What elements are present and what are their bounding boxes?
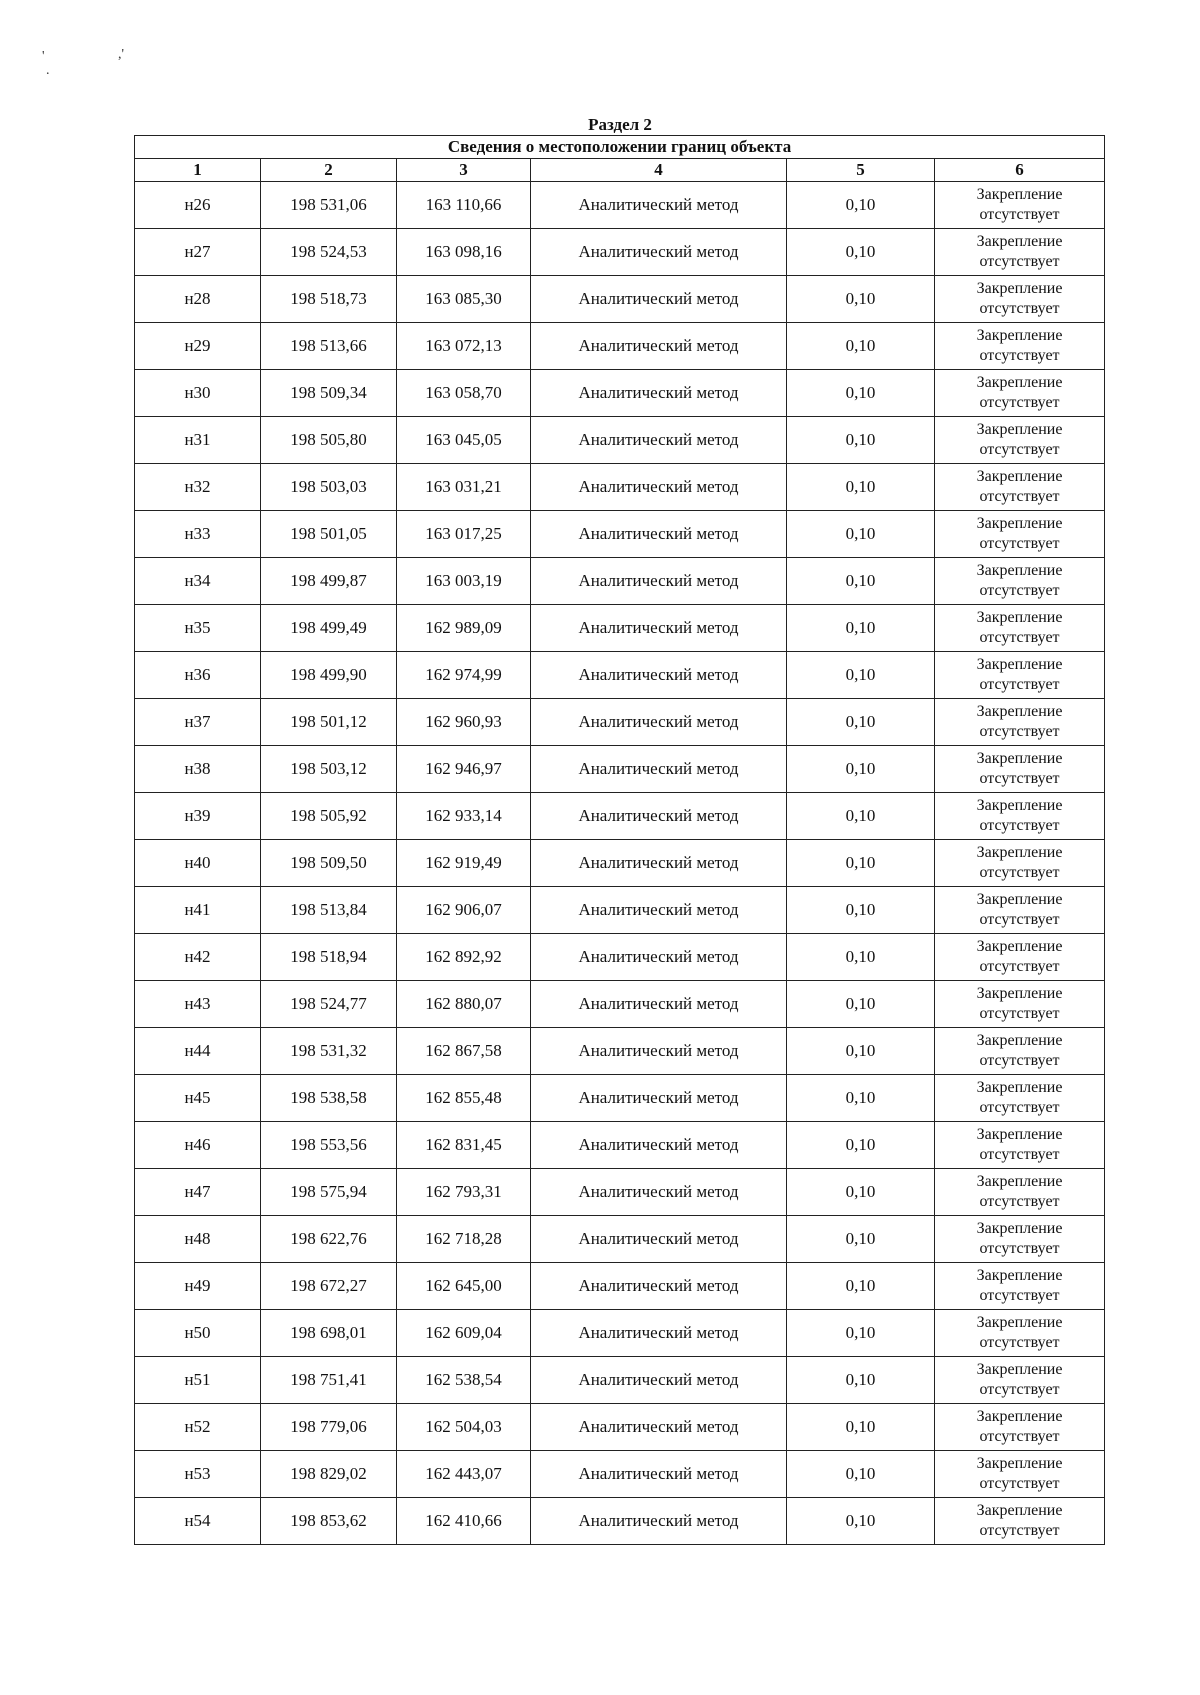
accuracy-cell: 0,10 <box>787 934 935 981</box>
fixing-cell <box>935 1028 1105 1075</box>
point-cell: н45 <box>135 1075 261 1122</box>
table-row <box>135 276 1105 323</box>
fixing-text: отсутствует <box>979 958 1060 975</box>
fixing-text: Закрепление <box>976 985 1063 1002</box>
point-cell: н52 <box>135 1404 261 1451</box>
fixing-cell <box>935 1310 1105 1357</box>
method-cell: Аналитический метод <box>531 417 787 464</box>
fixing-text: отсутствует <box>979 206 1060 223</box>
y-coordinate-cell: 163 017,25 <box>397 511 531 558</box>
fixing-text: Закрепление <box>976 703 1063 720</box>
x-coordinate-cell: 198 531,06 <box>261 182 397 229</box>
method-cell: Аналитический метод <box>531 887 787 934</box>
fixing-cell <box>935 605 1105 652</box>
x-coordinate-cell: 198 503,03 <box>261 464 397 511</box>
fixing-text: отсутствует <box>979 1287 1060 1304</box>
fixing-text: Закрепление <box>976 1361 1063 1378</box>
x-coordinate-cell: 198 751,41 <box>261 1357 397 1404</box>
accuracy-cell: 0,10 <box>787 1075 935 1122</box>
point-cell: н38 <box>135 746 261 793</box>
method-cell: Аналитический метод <box>531 323 787 370</box>
accuracy-cell: 0,10 <box>787 229 935 276</box>
fixing-text: отсутствует <box>979 1146 1060 1163</box>
fixing-text: Закрепление <box>976 844 1063 861</box>
section-title: Раздел 2 <box>588 115 652 134</box>
fixing-cell <box>935 1075 1105 1122</box>
method-cell: Аналитический метод <box>531 1075 787 1122</box>
y-coordinate-cell: 162 960,93 <box>397 699 531 746</box>
y-coordinate-cell: 162 989,09 <box>397 605 531 652</box>
fixing-cell <box>935 511 1105 558</box>
x-coordinate-cell: 198 622,76 <box>261 1216 397 1263</box>
method-cell: Аналитический метод <box>531 276 787 323</box>
table-row <box>135 417 1105 464</box>
point-cell: н43 <box>135 981 261 1028</box>
x-coordinate-cell: 198 499,49 <box>261 605 397 652</box>
table-row <box>135 1028 1105 1075</box>
table-row <box>135 1357 1105 1404</box>
accuracy-cell: 0,10 <box>787 652 935 699</box>
fixing-text: отсутствует <box>979 347 1060 364</box>
accuracy-cell: 0,10 <box>787 1357 935 1404</box>
fixing-text: Закрепление <box>976 280 1063 297</box>
table-row <box>135 981 1105 1028</box>
fixing-text: Закрепление <box>976 186 1063 203</box>
y-coordinate-cell: 162 645,00 <box>397 1263 531 1310</box>
method-cell: Аналитический метод <box>531 182 787 229</box>
table-row <box>135 699 1105 746</box>
x-coordinate-cell: 198 698,01 <box>261 1310 397 1357</box>
x-coordinate-cell: 198 501,12 <box>261 699 397 746</box>
x-coordinate-cell: 198 513,66 <box>261 323 397 370</box>
table-row <box>135 1404 1105 1451</box>
fixing-cell <box>935 746 1105 793</box>
point-cell: н30 <box>135 370 261 417</box>
point-cell: н47 <box>135 1169 261 1216</box>
method-cell: Аналитический метод <box>531 1263 787 1310</box>
method-cell: Аналитический метод <box>531 1498 787 1545</box>
method-cell: Аналитический метод <box>531 934 787 981</box>
accuracy-cell: 0,10 <box>787 182 935 229</box>
x-coordinate-cell: 198 509,50 <box>261 840 397 887</box>
column-number: 4 <box>531 159 787 182</box>
fixing-text: Закрепление <box>976 233 1063 250</box>
y-coordinate-cell: 162 504,03 <box>397 1404 531 1451</box>
method-cell: Аналитический метод <box>531 1404 787 1451</box>
fixing-text: Закрепление <box>976 515 1063 532</box>
x-coordinate-cell: 198 829,02 <box>261 1451 397 1498</box>
fixing-text: отсутствует <box>979 1334 1060 1351</box>
method-cell: Аналитический метод <box>531 1357 787 1404</box>
method-cell: Аналитический метод <box>531 1310 787 1357</box>
y-coordinate-cell: 162 919,49 <box>397 840 531 887</box>
point-cell: н46 <box>135 1122 261 1169</box>
point-cell: н36 <box>135 652 261 699</box>
fixing-text: Закрепление <box>976 938 1063 955</box>
fixing-text: отсутствует <box>979 300 1060 317</box>
x-coordinate-cell: 198 853,62 <box>261 1498 397 1545</box>
point-cell: н35 <box>135 605 261 652</box>
fixing-text: Закрепление <box>976 374 1063 391</box>
fixing-text: Закрепление <box>976 1267 1063 1284</box>
fixing-cell <box>935 1263 1105 1310</box>
y-coordinate-cell: 162 974,99 <box>397 652 531 699</box>
fixing-cell <box>935 182 1105 229</box>
method-cell: Аналитический метод <box>531 229 787 276</box>
table-row <box>135 511 1105 558</box>
x-coordinate-cell: 198 672,27 <box>261 1263 397 1310</box>
point-cell: н27 <box>135 229 261 276</box>
fixing-cell <box>935 699 1105 746</box>
point-cell: н51 <box>135 1357 261 1404</box>
y-coordinate-cell: 163 058,70 <box>397 370 531 417</box>
fixing-text: отсутствует <box>979 817 1060 834</box>
scan-speck: . <box>46 63 50 78</box>
method-cell: Аналитический метод <box>531 1122 787 1169</box>
fixing-text: отсутствует <box>979 441 1060 458</box>
fixing-text: Закрепление <box>976 1220 1063 1237</box>
fixing-cell <box>935 934 1105 981</box>
fixing-cell <box>935 417 1105 464</box>
x-coordinate-cell: 198 505,92 <box>261 793 397 840</box>
point-cell: н26 <box>135 182 261 229</box>
fixing-cell <box>935 276 1105 323</box>
y-coordinate-cell: 162 793,31 <box>397 1169 531 1216</box>
y-coordinate-cell: 162 831,45 <box>397 1122 531 1169</box>
point-cell: н41 <box>135 887 261 934</box>
table-row <box>135 558 1105 605</box>
table-row <box>135 1075 1105 1122</box>
fixing-text: отсутствует <box>979 911 1060 928</box>
fixing-text: отсутствует <box>979 629 1060 646</box>
y-coordinate-cell: 162 718,28 <box>397 1216 531 1263</box>
fixing-cell <box>935 1122 1105 1169</box>
x-coordinate-cell: 198 779,06 <box>261 1404 397 1451</box>
y-coordinate-cell: 162 538,54 <box>397 1357 531 1404</box>
fixing-cell <box>935 370 1105 417</box>
point-cell: н54 <box>135 1498 261 1545</box>
point-cell: н29 <box>135 323 261 370</box>
accuracy-cell: 0,10 <box>787 558 935 605</box>
x-coordinate-cell: 198 499,87 <box>261 558 397 605</box>
fixing-text: отсутствует <box>979 1522 1060 1539</box>
y-coordinate-cell: 162 867,58 <box>397 1028 531 1075</box>
fixing-cell <box>935 1357 1105 1404</box>
x-coordinate-cell: 198 499,90 <box>261 652 397 699</box>
y-coordinate-cell: 163 110,66 <box>397 182 531 229</box>
accuracy-cell: 0,10 <box>787 840 935 887</box>
fixing-text: отсутствует <box>979 864 1060 881</box>
accuracy-cell: 0,10 <box>787 276 935 323</box>
accuracy-cell: 0,10 <box>787 1310 935 1357</box>
fixing-text: Закрепление <box>976 609 1063 626</box>
point-cell: н39 <box>135 793 261 840</box>
x-coordinate-cell: 198 503,12 <box>261 746 397 793</box>
column-number: 2 <box>261 159 397 182</box>
method-cell: Аналитический метод <box>531 981 787 1028</box>
table-row <box>135 1263 1105 1310</box>
point-cell: н33 <box>135 511 261 558</box>
fixing-text: Закрепление <box>976 656 1063 673</box>
y-coordinate-cell: 162 443,07 <box>397 1451 531 1498</box>
x-coordinate-cell: 198 518,94 <box>261 934 397 981</box>
column-number: 3 <box>397 159 531 182</box>
accuracy-cell: 0,10 <box>787 1263 935 1310</box>
accuracy-cell: 0,10 <box>787 1169 935 1216</box>
point-cell: н34 <box>135 558 261 605</box>
fixing-text: Закрепление <box>976 797 1063 814</box>
fixing-cell <box>935 981 1105 1028</box>
fixing-text: отсутствует <box>979 394 1060 411</box>
fixing-text: отсутствует <box>979 1240 1060 1257</box>
accuracy-cell: 0,10 <box>787 464 935 511</box>
y-coordinate-cell: 162 906,07 <box>397 887 531 934</box>
method-cell: Аналитический метод <box>531 793 787 840</box>
x-coordinate-cell: 198 531,32 <box>261 1028 397 1075</box>
method-cell: Аналитический метод <box>531 464 787 511</box>
fixing-text: Закрепление <box>976 1032 1063 1049</box>
point-cell: н37 <box>135 699 261 746</box>
table-row <box>135 934 1105 981</box>
fixing-text: отсутствует <box>979 770 1060 787</box>
scan-speck: ,' <box>118 47 125 62</box>
fixing-text: отсутствует <box>979 253 1060 270</box>
fixing-cell <box>935 1404 1105 1451</box>
fixing-cell <box>935 229 1105 276</box>
fixing-text: Закрепление <box>976 1126 1063 1143</box>
accuracy-cell: 0,10 <box>787 1216 935 1263</box>
table-row <box>135 1310 1105 1357</box>
table-row <box>135 464 1105 511</box>
point-cell: н53 <box>135 1451 261 1498</box>
point-cell: н48 <box>135 1216 261 1263</box>
accuracy-cell: 0,10 <box>787 746 935 793</box>
x-coordinate-cell: 198 501,05 <box>261 511 397 558</box>
x-coordinate-cell: 198 553,56 <box>261 1122 397 1169</box>
accuracy-cell: 0,10 <box>787 417 935 464</box>
column-number-row <box>135 159 1105 182</box>
y-coordinate-cell: 162 410,66 <box>397 1498 531 1545</box>
fixing-cell <box>935 652 1105 699</box>
fixing-cell <box>935 840 1105 887</box>
method-cell: Аналитический метод <box>531 746 787 793</box>
fixing-text: отсутствует <box>979 1005 1060 1022</box>
fixing-text: отсутствует <box>979 488 1060 505</box>
table-row <box>135 370 1105 417</box>
fixing-text: Закрепление <box>976 1408 1063 1425</box>
y-coordinate-cell: 163 085,30 <box>397 276 531 323</box>
x-coordinate-cell: 198 524,53 <box>261 229 397 276</box>
fixing-text: Закрепление <box>976 891 1063 908</box>
table-row <box>135 887 1105 934</box>
fixing-text: отсутствует <box>979 1428 1060 1445</box>
accuracy-cell: 0,10 <box>787 793 935 840</box>
table-row <box>135 1451 1105 1498</box>
point-cell: н50 <box>135 1310 261 1357</box>
fixing-text: Закрепление <box>976 1502 1063 1519</box>
accuracy-cell: 0,10 <box>787 323 935 370</box>
x-coordinate-cell: 198 524,77 <box>261 981 397 1028</box>
y-coordinate-cell: 163 003,19 <box>397 558 531 605</box>
method-cell: Аналитический метод <box>531 699 787 746</box>
fixing-text: Закрепление <box>976 1455 1063 1472</box>
fixing-text: Закрепление <box>976 1079 1063 1096</box>
table-row <box>135 1169 1105 1216</box>
y-coordinate-cell: 163 045,05 <box>397 417 531 464</box>
y-coordinate-cell: 162 892,92 <box>397 934 531 981</box>
point-cell: н44 <box>135 1028 261 1075</box>
fixing-text: отсутствует <box>979 1475 1060 1492</box>
fixing-text: отсутствует <box>979 1193 1060 1210</box>
accuracy-cell: 0,10 <box>787 699 935 746</box>
table-row <box>135 1498 1105 1545</box>
method-cell: Аналитический метод <box>531 1169 787 1216</box>
table-row <box>135 229 1105 276</box>
fixing-cell <box>935 323 1105 370</box>
method-cell: Аналитический метод <box>531 840 787 887</box>
y-coordinate-cell: 163 098,16 <box>397 229 531 276</box>
fixing-text: Закрепление <box>976 468 1063 485</box>
y-coordinate-cell: 162 880,07 <box>397 981 531 1028</box>
method-cell: Аналитический метод <box>531 1028 787 1075</box>
accuracy-cell: 0,10 <box>787 981 935 1028</box>
method-cell: Аналитический метод <box>531 605 787 652</box>
method-cell: Аналитический метод <box>531 652 787 699</box>
boundary-table <box>134 135 1105 1545</box>
fixing-text: отсутствует <box>979 676 1060 693</box>
fixing-text: Закрепление <box>976 421 1063 438</box>
point-cell: н31 <box>135 417 261 464</box>
table-row <box>135 652 1105 699</box>
column-number: 5 <box>787 159 935 182</box>
fixing-text: отсутствует <box>979 535 1060 552</box>
x-coordinate-cell: 198 538,58 <box>261 1075 397 1122</box>
y-coordinate-cell: 163 031,21 <box>397 464 531 511</box>
method-cell: Аналитический метод <box>531 558 787 605</box>
y-coordinate-cell: 162 933,14 <box>397 793 531 840</box>
point-cell: н42 <box>135 934 261 981</box>
fixing-cell <box>935 887 1105 934</box>
fixing-text: Закрепление <box>976 1314 1063 1331</box>
fixing-cell <box>935 1498 1105 1545</box>
fixing-cell <box>935 464 1105 511</box>
accuracy-cell: 0,10 <box>787 511 935 558</box>
fixing-cell <box>935 1216 1105 1263</box>
y-coordinate-cell: 162 855,48 <box>397 1075 531 1122</box>
accuracy-cell: 0,10 <box>787 1498 935 1545</box>
column-number: 1 <box>135 159 261 182</box>
table-row <box>135 1122 1105 1169</box>
accuracy-cell: 0,10 <box>787 1028 935 1075</box>
fixing-cell <box>935 558 1105 605</box>
x-coordinate-cell: 198 575,94 <box>261 1169 397 1216</box>
method-cell: Аналитический метод <box>531 370 787 417</box>
table-caption: Сведения о местоположении границ объекта <box>135 136 1105 159</box>
y-coordinate-cell: 162 946,97 <box>397 746 531 793</box>
fixing-text: отсутствует <box>979 1381 1060 1398</box>
accuracy-cell: 0,10 <box>787 605 935 652</box>
y-coordinate-cell: 163 072,13 <box>397 323 531 370</box>
method-cell: Аналитический метод <box>531 1451 787 1498</box>
fixing-text: отсутствует <box>979 1052 1060 1069</box>
point-cell: н49 <box>135 1263 261 1310</box>
point-cell: н32 <box>135 464 261 511</box>
accuracy-cell: 0,10 <box>787 1122 935 1169</box>
fixing-cell <box>935 1451 1105 1498</box>
accuracy-cell: 0,10 <box>787 1404 935 1451</box>
fixing-text: Закрепление <box>976 327 1063 344</box>
fixing-cell <box>935 793 1105 840</box>
table-row <box>135 1216 1105 1263</box>
table-row <box>135 793 1105 840</box>
x-coordinate-cell: 198 513,84 <box>261 887 397 934</box>
table-row <box>135 605 1105 652</box>
fixing-cell <box>935 1169 1105 1216</box>
point-cell: н28 <box>135 276 261 323</box>
accuracy-cell: 0,10 <box>787 370 935 417</box>
x-coordinate-cell: 198 505,80 <box>261 417 397 464</box>
method-cell: Аналитический метод <box>531 511 787 558</box>
fixing-text: Закрепление <box>976 1173 1063 1190</box>
scan-speck: ' <box>42 49 45 64</box>
accuracy-cell: 0,10 <box>787 1451 935 1498</box>
fixing-text: Закрепление <box>976 562 1063 579</box>
fixing-text: отсутствует <box>979 582 1060 599</box>
column-number: 6 <box>935 159 1105 182</box>
fixing-text: Закрепление <box>976 750 1063 767</box>
table-row <box>135 840 1105 887</box>
x-coordinate-cell: 198 509,34 <box>261 370 397 417</box>
fixing-text: отсутствует <box>979 1099 1060 1116</box>
x-coordinate-cell: 198 518,73 <box>261 276 397 323</box>
method-cell: Аналитический метод <box>531 1216 787 1263</box>
y-coordinate-cell: 162 609,04 <box>397 1310 531 1357</box>
fixing-text: отсутствует <box>979 723 1060 740</box>
accuracy-cell: 0,10 <box>787 887 935 934</box>
table-row <box>135 323 1105 370</box>
table-row <box>135 182 1105 229</box>
table-row <box>135 746 1105 793</box>
point-cell: н40 <box>135 840 261 887</box>
